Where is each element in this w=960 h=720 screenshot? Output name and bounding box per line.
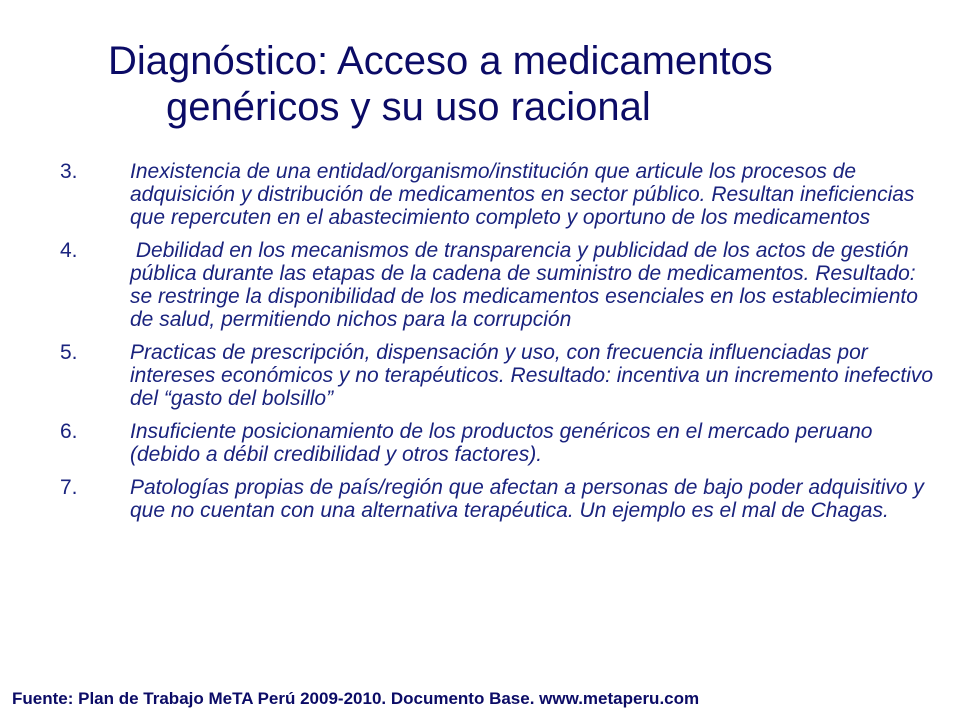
list-item-text: Debilidad en los mecanismos de transparencia y publicidad de los actos de gestión pública durante las etapas de la cadena de suministro de medicamentos. Resultado: se restringe la disponibilidad de los medicamentos esenciales en los establecimiento de salud, permitiendo nichos para la corrupción bbox=[130, 239, 924, 331]
list-item-text: Patologías propias de país/región que afectan a personas de bajo poder adquisitivo y que no cuentan con una alternativa terapéutica. Un ejemplo es el mal de Chagas. bbox=[130, 476, 924, 522]
list-item bbox=[60, 476, 940, 522]
slide-title-line-2: genéricos y su uso racional bbox=[166, 85, 651, 129]
slide-title-line-1: Diagnóstico: Acceso a medicamentos bbox=[108, 39, 773, 83]
list-item bbox=[60, 420, 940, 466]
slide-title bbox=[0, 38, 960, 130]
list-item-number: 3. bbox=[60, 160, 78, 183]
list-item-number: 6. bbox=[60, 420, 78, 443]
list-item-text: Insuficiente posicionamiento de los productos genéricos en el mercado peruano (debido a débil credibilidad y otros factores). bbox=[130, 420, 873, 466]
list-item bbox=[60, 341, 940, 410]
diagnosis-list bbox=[60, 160, 940, 532]
list-item-number: 7. bbox=[60, 476, 78, 499]
source-footnote: Fuente: Plan de Trabajo MeTA Perú 2009-2010. Documento Base. www.metaperu.com bbox=[12, 689, 700, 708]
list-item-number: 4. bbox=[60, 239, 78, 262]
list-item-text: Inexistencia de una entidad/organismo/institución que articule los procesos de adquisición y distribución de medicamentos en sector público. Resultan ineficiencias que repercuten en el abastecimiento completo y oportuno de los medicamentos bbox=[130, 160, 915, 229]
list-item bbox=[60, 239, 940, 331]
list-item-number: 5. bbox=[60, 341, 78, 364]
list-item-text: Practicas de prescripción, dispensación y uso, con frecuencia influenciadas por intereses económicos y no terapéuticos. Resultado: incentiva un incremento inefectivo del “gasto del bolsillo” bbox=[130, 341, 934, 410]
list-item bbox=[60, 160, 940, 229]
